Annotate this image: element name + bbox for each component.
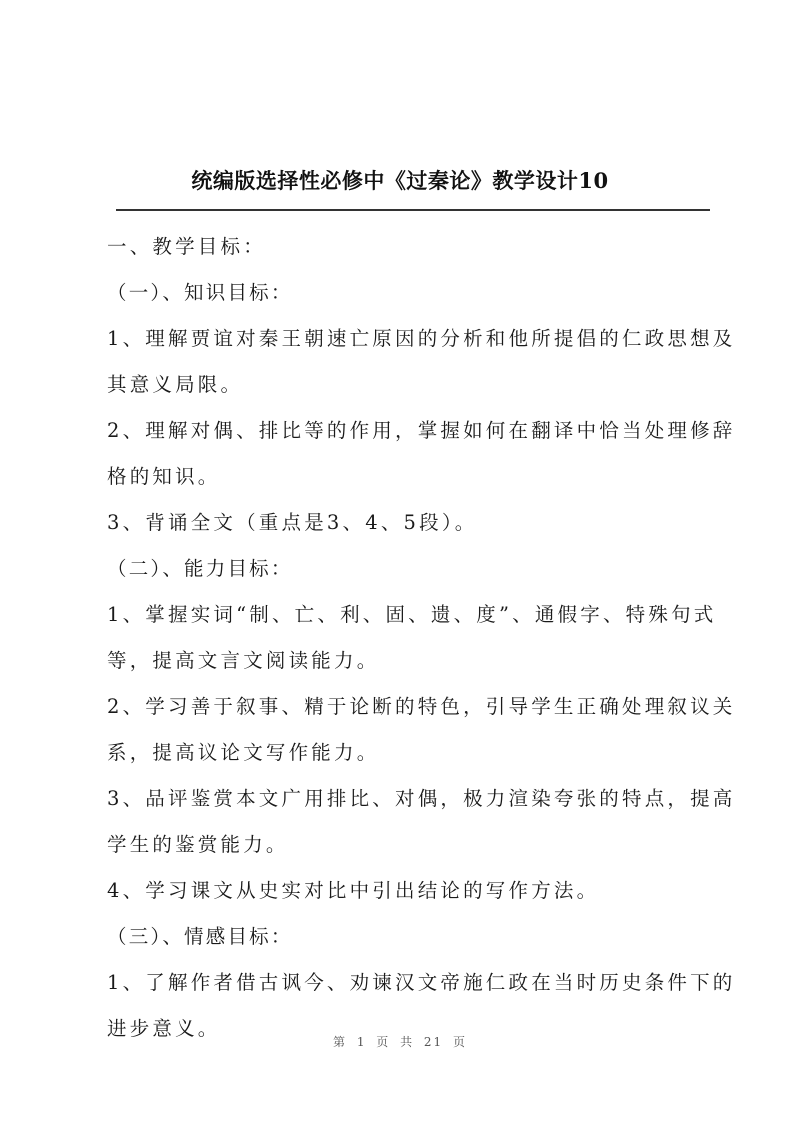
body-line: 1、理解贾谊对秦王朝速亡原因的分析和他所提倡的仁政思想及 <box>107 327 736 350</box>
body-line: 格的知识。 <box>107 465 221 488</box>
body-line: 其意义局限。 <box>107 373 244 396</box>
body-line: 进步意义。 <box>107 1017 221 1040</box>
subsection-heading: （一）、知识目标： <box>107 281 293 304</box>
section-heading: 一、教学目标： <box>107 235 266 258</box>
subsection-heading: （二）、能力目标： <box>107 557 293 580</box>
body-line: 1、了解作者借古讽今、劝谏汉文帝施仁政在当时历史条件下的 <box>107 971 736 994</box>
body-line: 4、学习课文从史实对比中引出结论的写作方法。 <box>107 879 600 902</box>
page-footer: 第 1 页 共 21 页 <box>333 1035 467 1049</box>
body-line: 学生的鉴赏能力。 <box>107 833 289 856</box>
body-line: 2、理解对偶、排比等的作用，掌握如何在翻译中恰当处理修辞 <box>107 419 736 442</box>
subsection-heading: （三）、情感目标： <box>107 925 293 948</box>
body-line: 2、学习善于叙事、精于论断的特色，引导学生正确处理叙议关 <box>107 695 736 718</box>
body-line: 3、品评鉴赏本文广用排比、对偶，极力渲染夸张的特点，提高 <box>107 787 736 810</box>
body-line: 系，提高议论文写作能力。 <box>107 741 380 764</box>
document-body <box>107 224 736 1052</box>
title-divider <box>116 209 710 211</box>
body-line: 1、掌握实词“制、亡、利、固、遗、度”、通假字、特殊句式 <box>107 603 717 626</box>
body-line: 3、背诵全文（重点是3、4、5段）。 <box>107 511 478 534</box>
body-line: 等，提高文言文阅读能力。 <box>107 649 380 672</box>
document-title: 统编版选择性必修中《过秦论》教学设计10 <box>191 168 609 193</box>
